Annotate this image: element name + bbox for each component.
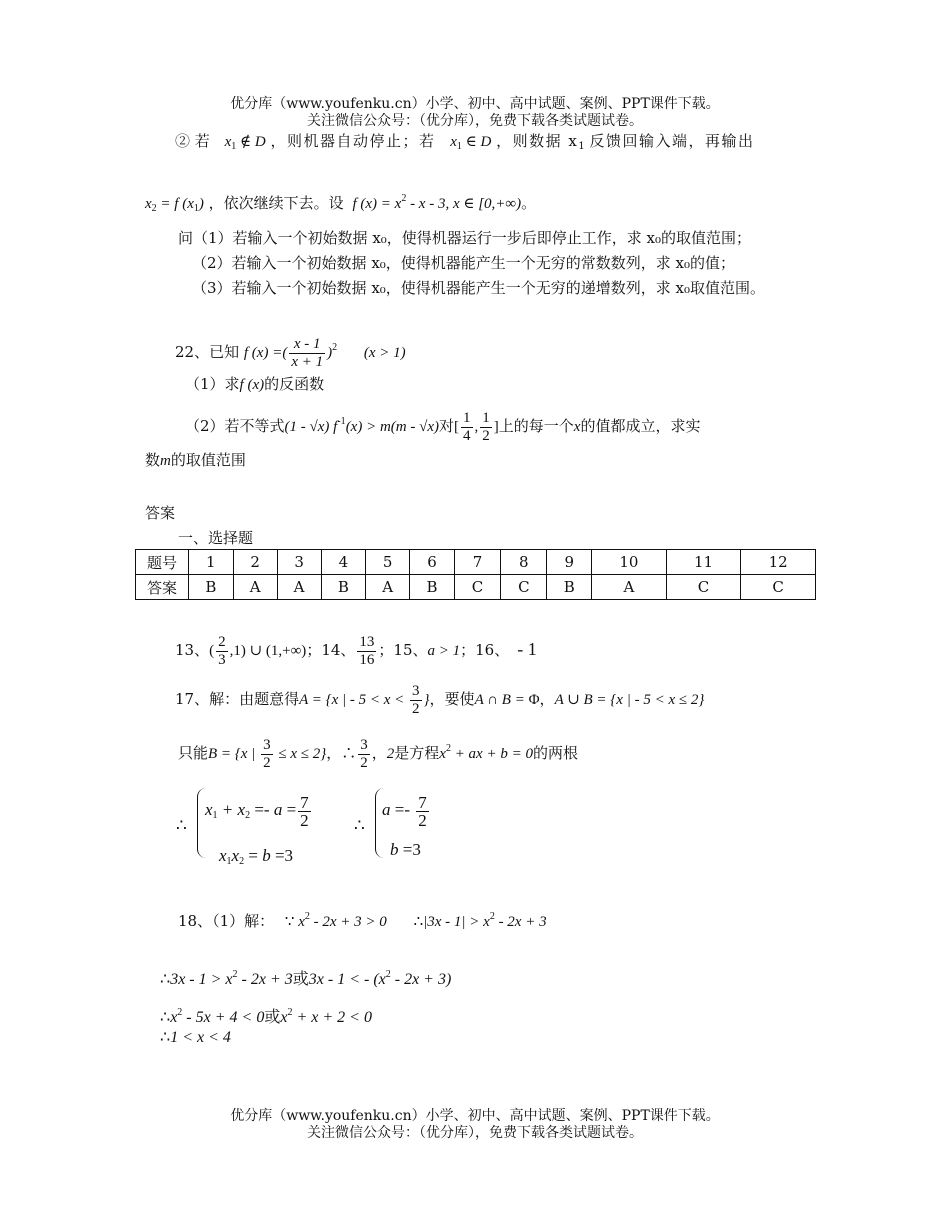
q14-answer: $\frac{13}{16}$ — [359, 634, 375, 669]
q18-lead: 18、（1）解： — [178, 912, 275, 930]
q22-lead: 22、已知 — [175, 343, 240, 361]
header-line-1: 优分库（www.youfenku.cn）小学、初中、高中试题、案例、PPT课件下载。 — [230, 96, 720, 112]
table-cell: 8 — [501, 550, 547, 575]
q15-answer: a > 1 — [427, 643, 461, 659]
q17-b-value: b =3 — [390, 840, 421, 859]
table-cell: A — [233, 575, 277, 600]
q17-lead: 17、解：由题意得 — [175, 690, 300, 708]
q17-equation: $x^2$ + ax + b = 0 — [439, 743, 533, 762]
q21-ask1: 问（1）若输入一个初始数据 x₀，使得机器运行一步后即停止工作，求 x₀的取值范围； — [178, 229, 752, 247]
answers-title: 答案 — [145, 504, 176, 522]
table-cell: C — [501, 575, 547, 600]
q17-vieta-product: $x_1x_2 = b =3$ — [219, 846, 294, 867]
q18-therefore-abs: ∴|3x - $1| > x^2 - 2x + 3$ — [413, 911, 547, 930]
therefore-symbol: ∴ — [354, 816, 365, 835]
q22-shu: 数 — [145, 451, 161, 469]
q17-line1: 17、解：由题意得A = {x | - 5 < x < $\frac{3}{2}$ }，要使A ∩ B = Φ，A ∪ B = {x | - 5 < x ≤ 2} — [175, 683, 705, 718]
table-cell: 9 — [547, 550, 592, 575]
table-cell: 2 — [233, 550, 277, 575]
table-label-q: 题号 — [136, 550, 189, 575]
table-cell: 5 — [366, 550, 410, 575]
q22-stem — [175, 330, 406, 371]
q22-cond: (x > 1) — [363, 345, 406, 361]
q21-item2-c: ，则数据 x — [496, 132, 579, 150]
answers-section1: 一、选择题 — [178, 529, 254, 547]
q17-line2-mid: ，∴ — [326, 744, 357, 762]
q17-mid: ，要使 — [429, 690, 475, 708]
q22-range-text: 的取值范围 — [170, 451, 246, 469]
table-cell: 11 — [666, 550, 741, 575]
answer-table-row-choices — [136, 575, 816, 600]
table-cell: 6 — [410, 550, 455, 575]
q22-part1-tail: 的反函数 — [264, 375, 325, 393]
q18-or: 或 — [292, 971, 309, 988]
q22-part2-each: 上的每一个 — [498, 417, 574, 435]
q21-item2-a: ② 若 — [175, 132, 210, 150]
q17-intersection: A ∩ B = Φ — [474, 692, 540, 708]
q22-interval: [ $\frac{1}{4}$ , $\frac{1}{2}$ ] — [454, 410, 499, 445]
q17-a-value: a =- $\frac{7}{2}$ — [382, 792, 427, 830]
q13-label: 13、 — [175, 641, 210, 659]
footer-line-1: 优分库（www.youfenku.cn）小学、初中、高中试题、案例、PPT课件下载。 — [230, 1108, 720, 1124]
table-cell: C — [666, 575, 741, 600]
q22-part2-label: （2）若不等式 — [185, 417, 285, 435]
table-cell: 3 — [277, 550, 321, 575]
q17-system-2 — [382, 790, 431, 870]
q22-var-m: m — [160, 453, 171, 469]
fill-answers — [175, 630, 537, 670]
q22-inequality: (1 - √x) $f^{-1}(x) > m(m - √x)$ — [284, 416, 439, 435]
q21-x1-in-d: $x_1$ ∈ D — [450, 134, 492, 152]
q18-line4: ∴1 < x < 4 — [160, 1029, 231, 1046]
q14-label: ；14、 — [306, 641, 356, 659]
q17-line2 — [178, 730, 578, 773]
q17-set-a: A = {x | - 5 < x < $\frac{3}{2}$ } — [299, 683, 430, 718]
table-cell: 1 — [189, 550, 234, 575]
q13-answer: ( $\frac{2}{3}$ ,1) ∪ (1,+∞) — [209, 634, 307, 669]
q17-roots: $\frac{3}{2}$ ，2 — [360, 737, 395, 772]
table-cell: B — [189, 575, 234, 600]
q18-line3: $\therefore x^2 - 5x + 4 < 0$或$x^2 + x + 2 < 0$ — [160, 1007, 372, 1026]
table-cell: B — [321, 575, 366, 600]
q21-line2-a: ，依次继续下去。设 — [208, 194, 344, 212]
q16-label: ；16、 — [460, 641, 510, 659]
q22-part2-line2 — [145, 448, 246, 473]
q18-or: 或 — [264, 1009, 281, 1026]
q22-part1 — [185, 372, 324, 397]
table-cell: 12 — [741, 550, 816, 575]
answer-table — [135, 549, 816, 600]
q22-part2 — [185, 404, 700, 445]
q17-union: A ∪ B = {x | - 5 < x ≤ 2} — [554, 692, 705, 708]
footer-line-2: 关注微信公众号：（优分库），免费下载各类试题试卷。 — [307, 1125, 643, 1141]
q18-line1 — [178, 902, 547, 937]
q22-part1-label: （1）求 — [185, 375, 240, 393]
q21-item2-c-sub: 1 — [578, 141, 585, 152]
q22-var-x: x — [573, 419, 581, 435]
q17-system-1 — [205, 790, 313, 882]
table-cell: 10 — [592, 550, 667, 575]
therefore-symbol: ∴ — [176, 816, 187, 835]
table-label-a: 答案 — [136, 575, 189, 600]
table-cell: A — [592, 575, 667, 600]
answer-table-row-numbers — [136, 550, 816, 575]
header-line-2: 关注微信公众号：（优分库），免费下载各类试题试卷。 — [307, 113, 643, 129]
table-cell: 7 — [454, 550, 500, 575]
q21-f-def: f $(x) = x^2 - x - 3$, x ∈ [0,+∞) — [352, 193, 522, 212]
q17-line2-end: 是方程 — [394, 744, 440, 762]
q17-set-b: B = {x | $\frac{3}{2}$ ≤ x ≤ 2} — [208, 737, 327, 772]
q21-line2: $x_2 = f$ $(x_1)$ ，依次继续下去。设 f $(x) = x^2 - x - 3$, x ∈ [0,+∞)。 — [145, 193, 537, 214]
table-cell: A — [366, 575, 410, 600]
q22-fx: f (x) — [239, 377, 265, 393]
q22-part2-dui: 对 — [439, 417, 455, 435]
q18-because: ∵ $x^2 - 2x + 3 > 0$ — [284, 911, 387, 930]
table-cell: 4 — [321, 550, 366, 575]
q17-line2-tail: 的两根 — [532, 744, 578, 762]
q18-line2: ∴3x - $1 > x^2 - 2x + 3$或3x - 1 < - $(x^2 - 2x + 3)$ — [160, 969, 452, 988]
q21-ask3: （3）若输入一个初始数据 x₀，使得机器能产生一个无穷的递增数列，求 x₀取值范围。 — [192, 279, 766, 297]
q21-x2-eq: $x_2 = f$ $(x_1)$ — [145, 196, 204, 214]
q17-vieta-sum: $x_1 + x_2 =- a$ = $\frac{7}{2}$ — [205, 792, 309, 830]
q21-item2-line — [175, 128, 755, 160]
q17-line2-lead: 只能 — [178, 744, 209, 762]
q21-x1-notin-d: $x_1$ ∉ D — [224, 134, 266, 152]
table-cell: A — [277, 575, 321, 600]
q15-label: ；15、 — [378, 641, 428, 659]
q16-answer: - 1 — [517, 639, 537, 659]
table-cell: C — [741, 575, 816, 600]
table-cell: B — [547, 575, 592, 600]
q21-ask2: （2）若输入一个初始数据 x₀，使得机器能产生一个无穷的常数数列，求 x₀的值； — [192, 254, 736, 272]
q22-part2-tail: 的值都成立，求实 — [580, 417, 701, 435]
table-cell: B — [410, 575, 455, 600]
q21-item2-b: ，则机器自动停止；若 — [270, 132, 436, 150]
q21-item2-d: 反馈回输入端，再输出 — [589, 132, 755, 150]
table-cell: C — [454, 575, 500, 600]
q22-function: f (x) =( $\frac{x - 1}{x + 1}$ )$^2$ — [243, 336, 338, 371]
